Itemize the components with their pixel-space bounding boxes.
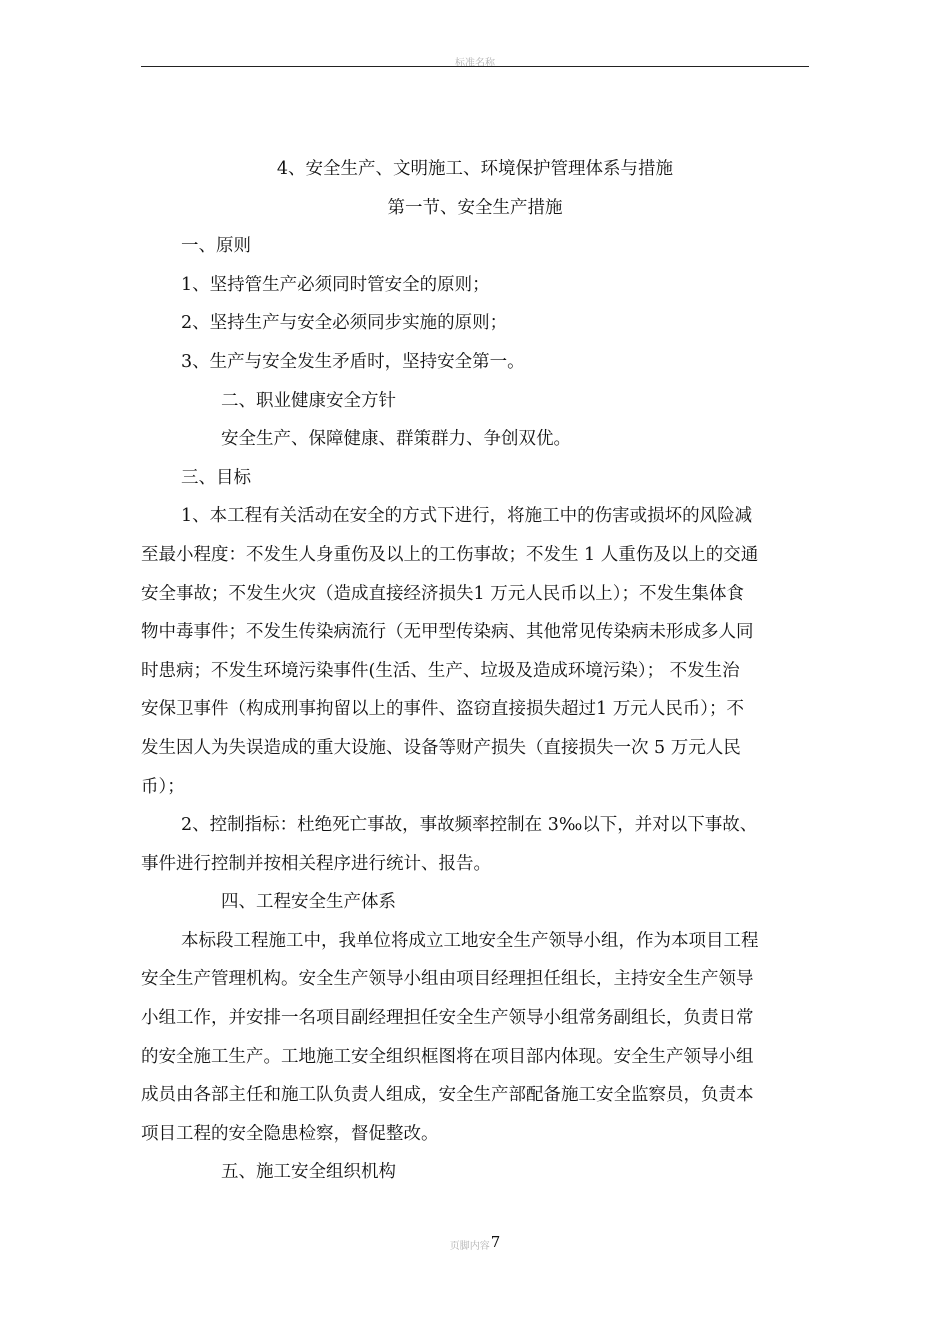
footer-label: 页脚内容 <box>449 1241 490 1252</box>
document-body <box>141 150 809 1192</box>
header-rule <box>141 66 809 67</box>
page-header-text: 标准名称 <box>455 58 495 69</box>
safety-system-line: 本标段工程施工中，我单位将成立工地安全生产领导小组，作为本项目工程 <box>181 930 759 951</box>
heading-organization: 五、施工安全组织机构 <box>221 1162 396 1183</box>
safety-system-line: 安全生产管理机构。安全生产领导小组由项目经理担任组长，主持安全生产领导 <box>141 969 754 990</box>
goal-paragraph-line: 安保卫事件（构成刑事拘留以上的事件、盗窃直接损失超过1 万元人民币）；不 <box>141 699 744 720</box>
goal-paragraph-line: 安全事故；不发生火灾（造成直接经济损失1 万元人民币以上）；不发生集体食 <box>141 583 744 604</box>
goal-paragraph-line: 至最小程度：不发生人身重伤及以上的工伤事故；不发生 1 人重伤及以上的交通 <box>141 544 759 565</box>
heading-policy: 二、职业健康安全方针 <box>221 390 396 411</box>
heading-safety-system: 四、工程安全生产体系 <box>221 892 396 913</box>
safety-system-line: 的安全施工生产。工地施工安全组织框图将在项目部内体现。安全生产领导小组 <box>141 1046 754 1067</box>
document-title: 4、安全生产、文明施工、环境保护管理体系与措施 <box>276 159 674 179</box>
goal-paragraph-line: 物中毒事件；不发生传染病流行（无甲型传染病、其他常见传染病未形成多人同 <box>141 622 754 643</box>
control-paragraph-line: 2、控制指标：杜绝死亡事故，事故频率控制在 3‰以下，并对以下事故、 <box>181 815 758 836</box>
policy-text: 安全生产、保障健康、群策群力、争创双优。 <box>221 429 571 450</box>
principle-item: 3、生产与安全发生矛盾时，坚持安全第一。 <box>181 351 525 372</box>
principle-item: 1、坚持管生产必须同时管安全的原则； <box>181 274 490 295</box>
goal-paragraph-line: 币）； <box>141 776 185 797</box>
page-footer <box>0 1233 950 1253</box>
safety-system-line: 项目工程的安全隐患检察，督促整改。 <box>141 1123 439 1144</box>
heading-goals: 三、目标 <box>181 467 251 488</box>
heading-principles: 一、原则 <box>181 236 251 257</box>
goal-paragraph-line: 1、本工程有关活动在安全的方式下进行，将施工中的伤害或损坏的风险减 <box>181 506 753 527</box>
safety-system-line: 小组工作，并安排一名项目副经理担任安全生产领导小组常务副组长，负责日常 <box>141 1008 754 1029</box>
goal-paragraph-line: 发生因人为失误造成的重大设施、设备等财产损失（直接损失一次 5 万元人民 <box>141 737 741 758</box>
control-paragraph-line: 事件进行控制并按相关程序进行统计、报告。 <box>141 853 491 874</box>
goal-paragraph-line: 时患病；不发生环境污染事件(生活、生产、垃圾及造成环境污染）； 不发生治 <box>141 660 740 681</box>
page-number: 7 <box>490 1233 501 1251</box>
principle-item: 2、坚持生产与安全必须同步实施的原则； <box>181 313 508 334</box>
section-title: 第一节、安全生产措施 <box>387 197 563 218</box>
safety-system-line: 成员由各部主任和施工队负责人组成，安全生产部配备施工安全监察员，负责本 <box>141 1085 754 1106</box>
